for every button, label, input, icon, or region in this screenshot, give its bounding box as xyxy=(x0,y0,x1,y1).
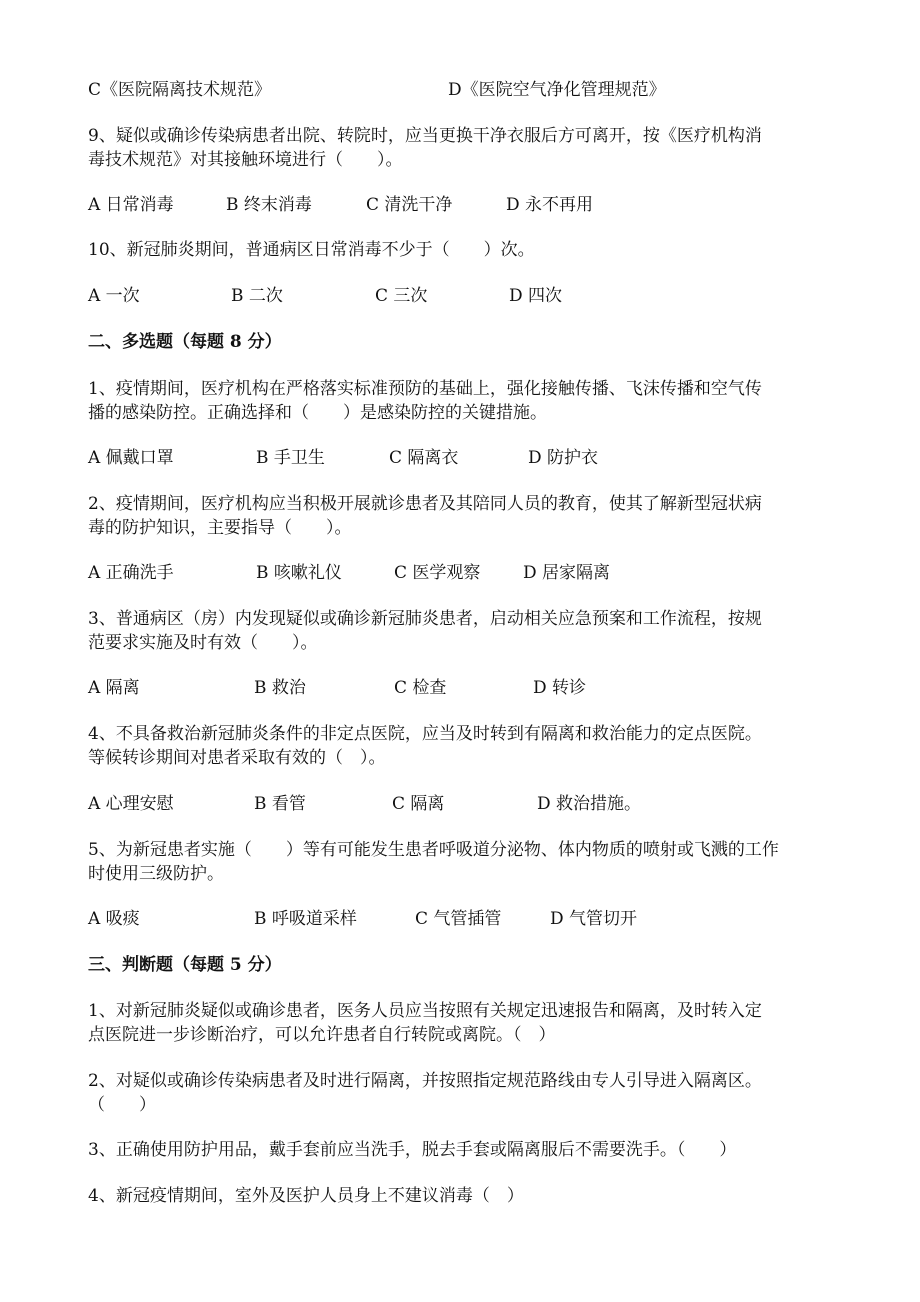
question-line: 3、普通病区（房）内发现疑似或确诊新冠肺炎患者，启动相关应急预案和工作流程，按规 xyxy=(88,609,762,629)
option-a: A 隔离 xyxy=(88,678,140,698)
question-line: 4、新冠疫情期间，室外及医护人员身上不建议消毒（ ） xyxy=(88,1186,524,1206)
question-line: 毒的防护知识，主要指导（ ）。 xyxy=(88,518,352,538)
option-c: C《医院隔离技术规范》 xyxy=(88,80,272,100)
question-line: 时使用三级防护。 xyxy=(88,864,224,884)
option-c: C 隔离衣 xyxy=(389,448,459,468)
option-d: D 永不再用 xyxy=(506,195,594,215)
question-line: 毒技术规范》对其接触环境进行（ ）。 xyxy=(88,150,403,170)
option-d: D 居家隔离 xyxy=(523,563,611,583)
option-b: B 呼吸道采样 xyxy=(254,909,357,929)
option-b: B 终末消毒 xyxy=(226,195,312,215)
option-c: C 检查 xyxy=(394,678,447,698)
question-line: 2、对疑似或确诊传染病患者及时进行隔离，并按照指定规范路线由专人引导进入隔离区。 xyxy=(88,1071,762,1091)
question-line: 1、疫情期间，医疗机构在严格落实标准预防的基础上，强化接触传播、飞沫传播和空气传 xyxy=(88,379,762,399)
question-line: 点医院进一步诊断治疗，可以允许患者自行转院或离院。（ ） xyxy=(88,1025,556,1045)
option-a: A 佩戴口罩 xyxy=(88,448,174,468)
option-b: B 看管 xyxy=(254,794,306,814)
question-line: 2、疫情期间，医疗机构应当积极开展就诊患者及其陪同人员的教育，使其了解新型冠状病 xyxy=(88,494,762,514)
option-d: D 转诊 xyxy=(533,678,587,698)
option-b: B 咳嗽礼仪 xyxy=(256,563,342,583)
option-b: B 救治 xyxy=(254,678,306,698)
option-c: C 气管插管 xyxy=(415,909,502,929)
option-d: D 四次 xyxy=(509,286,563,306)
question-line: （ ） xyxy=(88,1095,156,1115)
question-line: 4、不具备救治新冠肺炎条件的非定点医院，应当及时转到有隔离和救治能力的定点医院。 xyxy=(88,724,762,744)
option-a: A 心理安慰 xyxy=(88,794,174,814)
option-d: D 气管切开 xyxy=(550,909,638,929)
option-b: B 二次 xyxy=(231,286,283,306)
question-line: 范要求实施及时有效（ ）。 xyxy=(88,633,318,653)
option-d: D《医院空气净化管理规范》 xyxy=(448,80,666,100)
option-b: B 手卫生 xyxy=(256,448,325,468)
section-heading: 二、多选题（每题 8 分） xyxy=(88,332,282,352)
option-c: C 清洗干净 xyxy=(366,195,453,215)
question-line: 等候转诊期间对患者采取有效的（ ）。 xyxy=(88,748,386,768)
question-line: 10、新冠肺炎期间，普通病区日常消毒不少于（ ）次。 xyxy=(88,240,535,260)
question-line: 3、正确使用防护用品，戴手套前应当洗手，脱去手套或隔离服后不需要洗手。（ ） xyxy=(88,1140,737,1160)
section-heading: 三、判断题（每题 5 分） xyxy=(88,955,282,975)
option-c: C 隔离 xyxy=(392,794,445,814)
question-line: 9、疑似或确诊传染病患者出院、转院时，应当更换干净衣服后方可离开，按《医疗机构消 xyxy=(88,126,762,146)
option-d: D 救治措施。 xyxy=(537,794,642,814)
option-a: A 吸痰 xyxy=(88,909,140,929)
question-line: 播的感染防控。正确选择和（ ）是感染防控的关键措施。 xyxy=(88,403,547,423)
question-line: 1、对新冠肺炎疑似或确诊患者，医务人员应当按照有关规定迅速报告和隔离，及时转入定 xyxy=(88,1001,762,1021)
option-a: A 正确洗手 xyxy=(88,563,174,583)
option-a: A 日常消毒 xyxy=(88,195,174,215)
option-d: D 防护衣 xyxy=(528,448,599,468)
question-line: 5、为新冠患者实施（ ）等有可能发生患者呼吸道分泌物、体内物质的喷射或飞溅的工作 xyxy=(88,840,779,860)
option-c: C 医学观察 xyxy=(394,563,481,583)
option-a: A 一次 xyxy=(88,286,140,306)
option-c: C 三次 xyxy=(375,286,428,306)
